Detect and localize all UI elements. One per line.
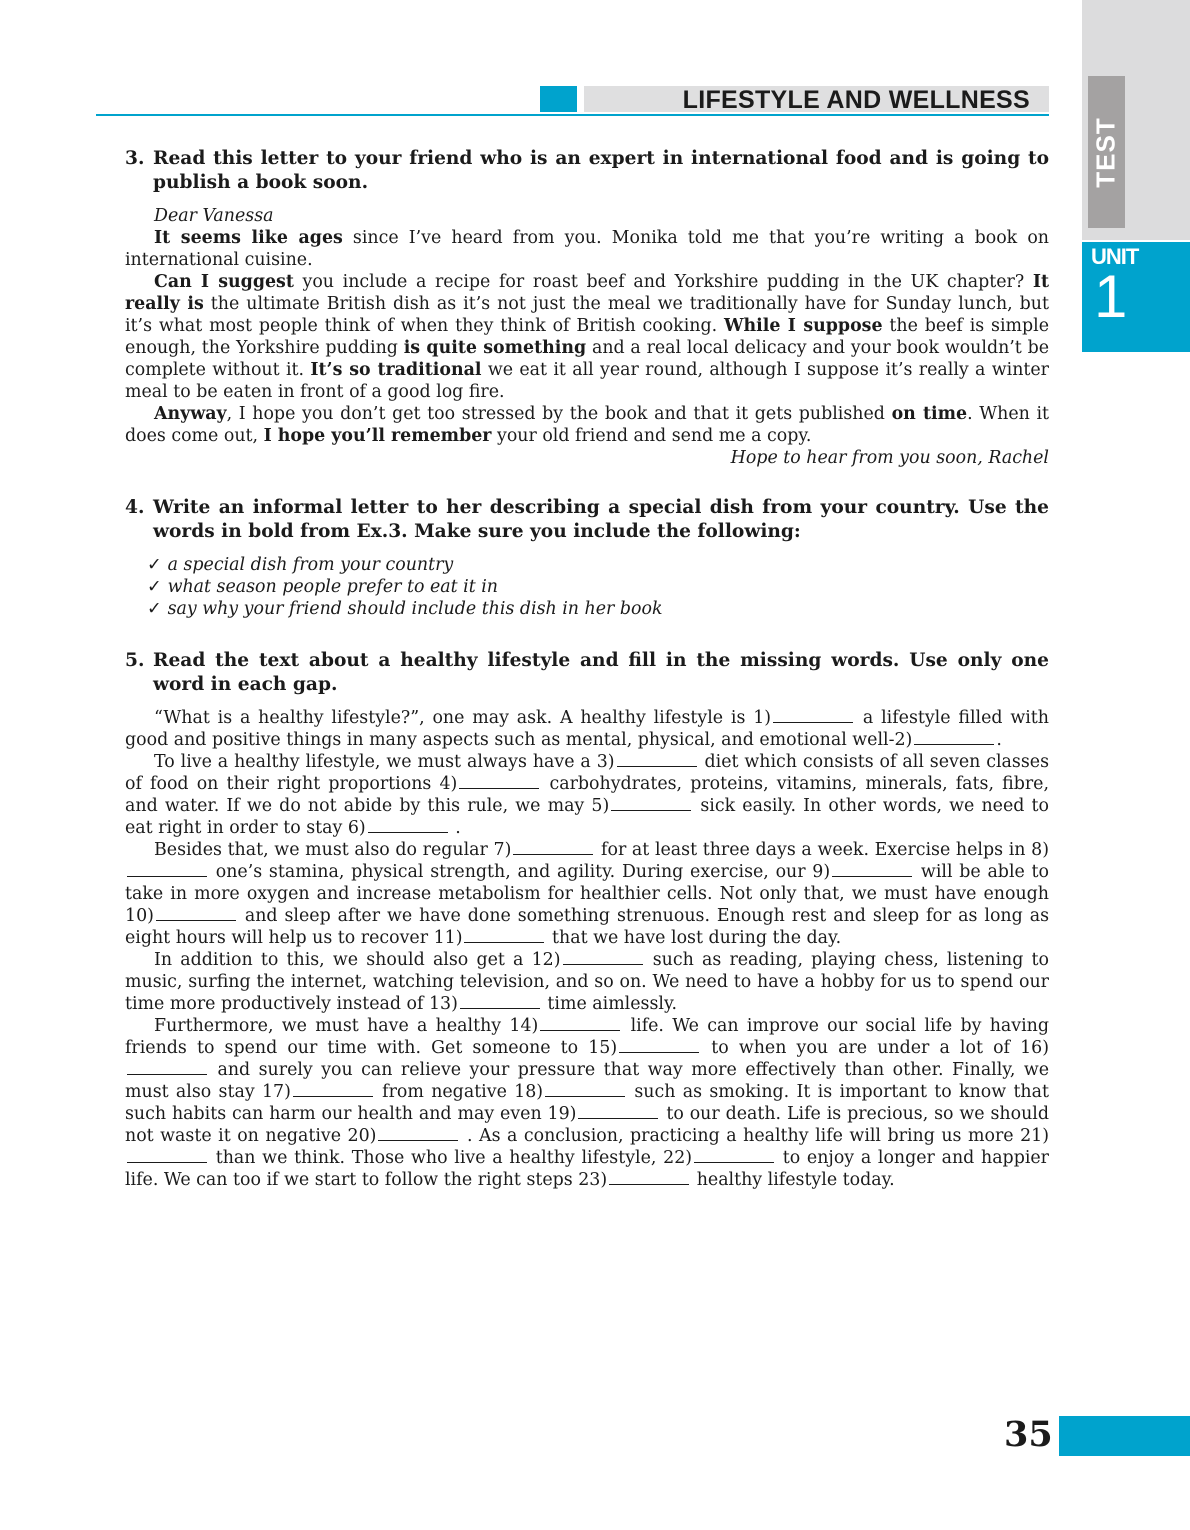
gap-text: . [449, 818, 461, 838]
text: we eat it all year round, although I suppose it’s really a winter meal to be eaten in front of a good log fire. [125, 360, 1049, 402]
exercise-3-instruction [125, 147, 1049, 195]
letter-greeting: Dear Vanessa [154, 206, 274, 226]
footer-accent-bar [1059, 1416, 1190, 1456]
exercise-number: 4. [125, 497, 145, 518]
gap-text: . [996, 730, 1002, 750]
bold-phrase: It seems like ages [154, 228, 343, 248]
letter-signoff: Hope to hear from you soon, Rachel [730, 448, 1049, 468]
page-number: 35 [1004, 1414, 1053, 1455]
answer-blank[interactable] [832, 862, 912, 877]
answer-blank[interactable] [619, 1038, 699, 1053]
answer-blank[interactable] [127, 862, 207, 877]
answer-blank[interactable] [368, 818, 448, 833]
gap-text: healthy lifestyle today. [691, 1170, 895, 1190]
gap-text: life. We can improve our social life by having friends to spend our time with. Get someone to 15) [125, 1016, 1049, 1058]
text: and a real local delicacy and your book wouldn’t be complete without it. [125, 338, 1049, 380]
answer-blank[interactable] [611, 796, 691, 811]
checklist-item [125, 576, 1049, 598]
test-tab-label: TEST [1091, 116, 1122, 188]
answer-blank[interactable] [460, 994, 540, 1009]
answer-blank[interactable] [617, 752, 697, 767]
gap-text: a lifestyle filled with good and positive things in many aspects such as mental, physical, and emotional well-2) [125, 708, 1049, 750]
checklist-text: a special dish from your country [167, 555, 454, 575]
gap-text: to our death. Life is precious, so we should not waste it on negative 20) [125, 1104, 1049, 1146]
text: . When it does come out, [125, 404, 1049, 446]
bold-phrase: It really is [125, 272, 1050, 314]
answer-blank[interactable] [540, 1016, 620, 1031]
check-icon: ✓ [147, 577, 162, 597]
answer-blank[interactable] [563, 950, 643, 965]
gap-text: Furthermore, we must have a healthy 14) [154, 1016, 539, 1036]
gap-text: “What is a healthy lifestyle?”, one may ask. A healthy lifestyle is 1) [154, 708, 772, 728]
answer-blank[interactable] [156, 906, 236, 921]
test-tab-label-wrap [1088, 76, 1125, 228]
gap-text: . As a conclusion, practicing a healthy life will bring us more 21) [460, 1126, 1049, 1146]
gap-text: In addition to this, we should also get a 12) [154, 950, 561, 970]
answer-blank[interactable] [378, 1126, 458, 1141]
gap-text: Besides that, we must also do regular 7) [154, 840, 512, 860]
answer-blank[interactable] [293, 1082, 373, 1097]
header-accent-square [540, 86, 577, 112]
answer-blank[interactable] [578, 1104, 658, 1119]
answer-blank[interactable] [127, 1060, 207, 1075]
text: since I’ve heard from you. Monika told me that you’re writing a book on international cuisine. [125, 228, 1049, 270]
answer-blank[interactable] [127, 1148, 207, 1163]
text: , I hope you don’t get too stressed by the book and that it gets published [226, 404, 892, 424]
exercise-5-instruction [125, 649, 1049, 697]
answer-blank[interactable] [459, 774, 539, 789]
letter-paragraph [125, 227, 1049, 271]
text: you include a recipe for roast beef and Yorkshire pudding in the UK chapter? [293, 272, 1033, 292]
answer-blank[interactable] [773, 708, 853, 723]
check-icon: ✓ [147, 599, 162, 619]
exercise-instruction: Read the text about a healthy lifestyle and fill in the missing words. Use only one word in each gap. [153, 650, 1049, 695]
check-icon: ✓ [147, 555, 162, 575]
gap-text: for at least three days a week. Exercise helps in 8) [595, 840, 1049, 860]
letter-paragraph [125, 403, 1049, 447]
gap-paragraph [125, 1015, 1049, 1191]
bold-phrase: is quite something [403, 338, 587, 358]
bold-phrase: It’s so traditional [310, 360, 482, 380]
answer-blank[interactable] [545, 1082, 625, 1097]
checklist-item [125, 554, 1049, 576]
bold-phrase: on time [891, 404, 968, 424]
text: the ultimate British dish as it’s not just the meal we traditionally have for Sunday lunch, but it’s what most people think of when they think of British cooking. [125, 294, 1049, 336]
checklist-text: what season people prefer to eat it in [167, 577, 498, 597]
answer-blank[interactable] [609, 1170, 689, 1185]
gap-text: To live a healthy lifestyle, we must always have a 3) [154, 752, 615, 772]
gap-text: sick easily. In other words, we need to eat right in order to stay 6) [125, 796, 1049, 838]
gap-text: than we think. Those who live a healthy lifestyle, 22) [209, 1148, 693, 1168]
text: the beef is simple enough, the Yorkshire pudding [125, 316, 1049, 358]
checklist-item [125, 598, 1049, 620]
gap-text: one’s stamina, physical strength, and agility. During exercise, our 9) [209, 862, 831, 882]
gap-text: time aimlessly. [541, 994, 677, 1014]
unit-label: UNIT [1091, 244, 1139, 269]
gap-text: to when you are under a lot of 16) [701, 1038, 1049, 1058]
answer-blank[interactable] [513, 840, 593, 855]
page-content [125, 147, 1049, 1191]
gap-paragraph [125, 949, 1049, 1015]
answer-blank[interactable] [914, 730, 994, 745]
checklist-text: say why your friend should include this dish in her book [167, 599, 663, 619]
gap-text: that we have lost during the day. [546, 928, 842, 948]
gap-text: such as reading, playing chess, listening to music, surfing the internet, watching television, and so on. We need to have a hobby for us to spend our time more productively instead of 13) [125, 950, 1050, 1014]
exercise-number: 3. [125, 148, 145, 169]
gap-paragraph [125, 751, 1049, 839]
gap-text: such as smoking. It is important to know that such habits can harm our health and may even 19) [125, 1082, 1049, 1124]
header-rule [96, 114, 1049, 116]
exercise-4-instruction [125, 496, 1049, 544]
gap-text: to enjoy a longer and happier life. We can too if we start to follow the right steps 23) [125, 1148, 1049, 1190]
gap-text: and sleep after we have done something strenuous. Enough rest and sleep for as long as eight hours will help us to recover 11) [125, 906, 1049, 948]
answer-blank[interactable] [694, 1148, 774, 1163]
exercise-number: 5. [125, 650, 145, 671]
gap-text: carbohydrates, proteins, vitamins, minerals, fats, fibre, and water. If we do not abide by this rule, we may 5) [125, 774, 1049, 816]
gap-text: from negative 18) [374, 1082, 544, 1102]
gap-text: will be able to take in more oxygen and increase metabolism for healthier cells. Not only that, we must have enough 10) [125, 862, 1050, 926]
gap-text: diet which consists of all seven classes of food on their right proportions 4) [125, 752, 1049, 794]
bold-phrase: I hope you’ll remember [263, 426, 492, 446]
fill-in-text [125, 707, 1049, 1191]
bold-phrase: While I suppose [723, 316, 883, 336]
gap-text: and surely you can relieve your pressure that way more effectively than other. Finally, we must also stay 17) [125, 1060, 1049, 1102]
bold-phrase: Anyway [154, 404, 227, 424]
text: your old friend and send me a copy. [491, 426, 812, 446]
bold-phrase: Can I suggest [154, 272, 294, 292]
exercise-instruction: Write an informal letter to her describing a special dish from your country. Use the words in bold from Ex.3. Make sure you include the following: [153, 497, 1049, 542]
gap-paragraph [125, 839, 1049, 949]
answer-blank[interactable] [464, 928, 544, 943]
section-title: LIFESTYLE AND WELLNESS [682, 86, 1030, 114]
exercise-instruction: Read this letter to your friend who is an expert in international food and is going to publish a book soon. [153, 148, 1049, 193]
unit-number: 1 [1094, 263, 1128, 330]
gap-paragraph [125, 707, 1049, 751]
checklist [125, 554, 1049, 620]
letter-paragraph [125, 271, 1049, 403]
